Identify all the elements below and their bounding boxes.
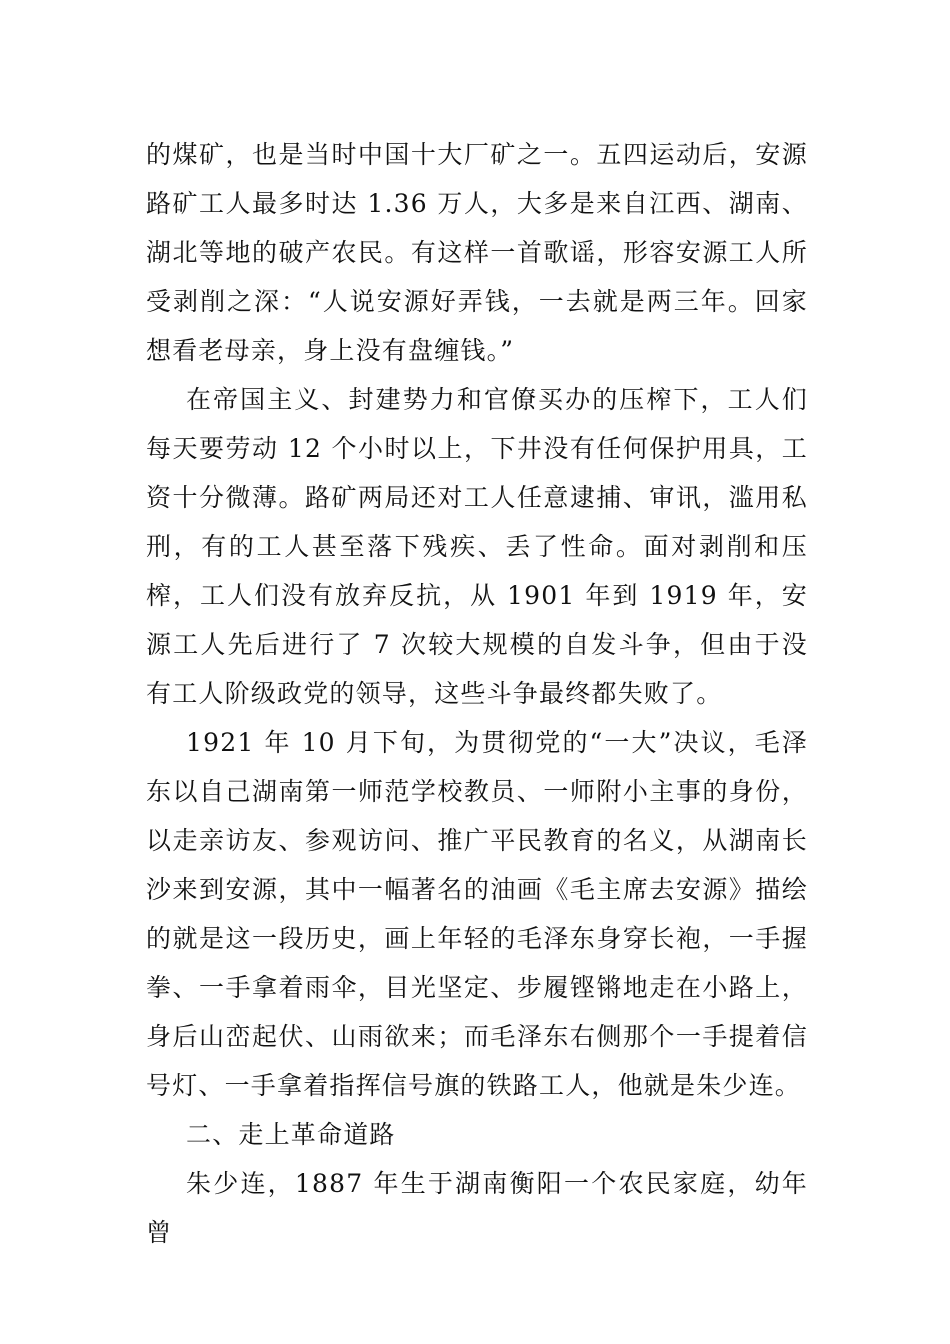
paragraph-zhu-shaolian: 朱少连，1887 年生于湖南衡阳一个农民家庭，幼年曾: [146, 1169, 808, 1247]
section-heading: 二、走上革命道路: [186, 1120, 396, 1149]
paragraph-continued: 的煤矿，也是当时中国十大厂矿之一。五四运动后，安源路矿工人最多时达 1.36 万人，大多是来自江西、湖南、湖北等地的破产农民。有这样一首歌谣，形容安源工人所受剥削之深：“人说安源好弄钱，一去就是两三年。回家想看老母亲，身上没有盘缠钱。”: [146, 140, 808, 365]
paragraph-mao-anyuan: 1921 年 10 月下旬，为贯彻党的“一大”决议，毛泽东以自己湖南第一师范学校教员、一师附小主事的身份，以走亲访友、参观访问、推广平民教育的名义，从湖南长沙来到安源，其中一幅著名的油画《毛主席去安源》描绘的就是这一段历史，画上年轻的毛泽东身穿长袍，一手握拳、一手拿着雨伞，目光坚定、步履铿锵地走在小路上，身后山峦起伏、山雨欲来；而毛泽东右侧那个一手提着信号灯、一手拿着指挥信号旗的铁路工人，他就是朱少连。: [146, 728, 808, 1100]
paragraph-exploitation: 在帝国主义、封建势力和官僚买办的压榨下，工人们每天要劳动 12 个小时以上，下井没有任何保护用具，工资十分微薄。路矿两局还对工人任意逮捕、审讯，滥用私刑，有的工人甚至落下残疾、丢了性命。面对剥削和压榨，工人们没有放弃反抗，从 1901 年到 1919 年，安源工人先后进行了 7 次较大规模的自发斗争，但由于没有工人阶级政党的领导，这些斗争最终都失败了。: [146, 385, 808, 708]
document-body: [146, 130, 808, 1257]
